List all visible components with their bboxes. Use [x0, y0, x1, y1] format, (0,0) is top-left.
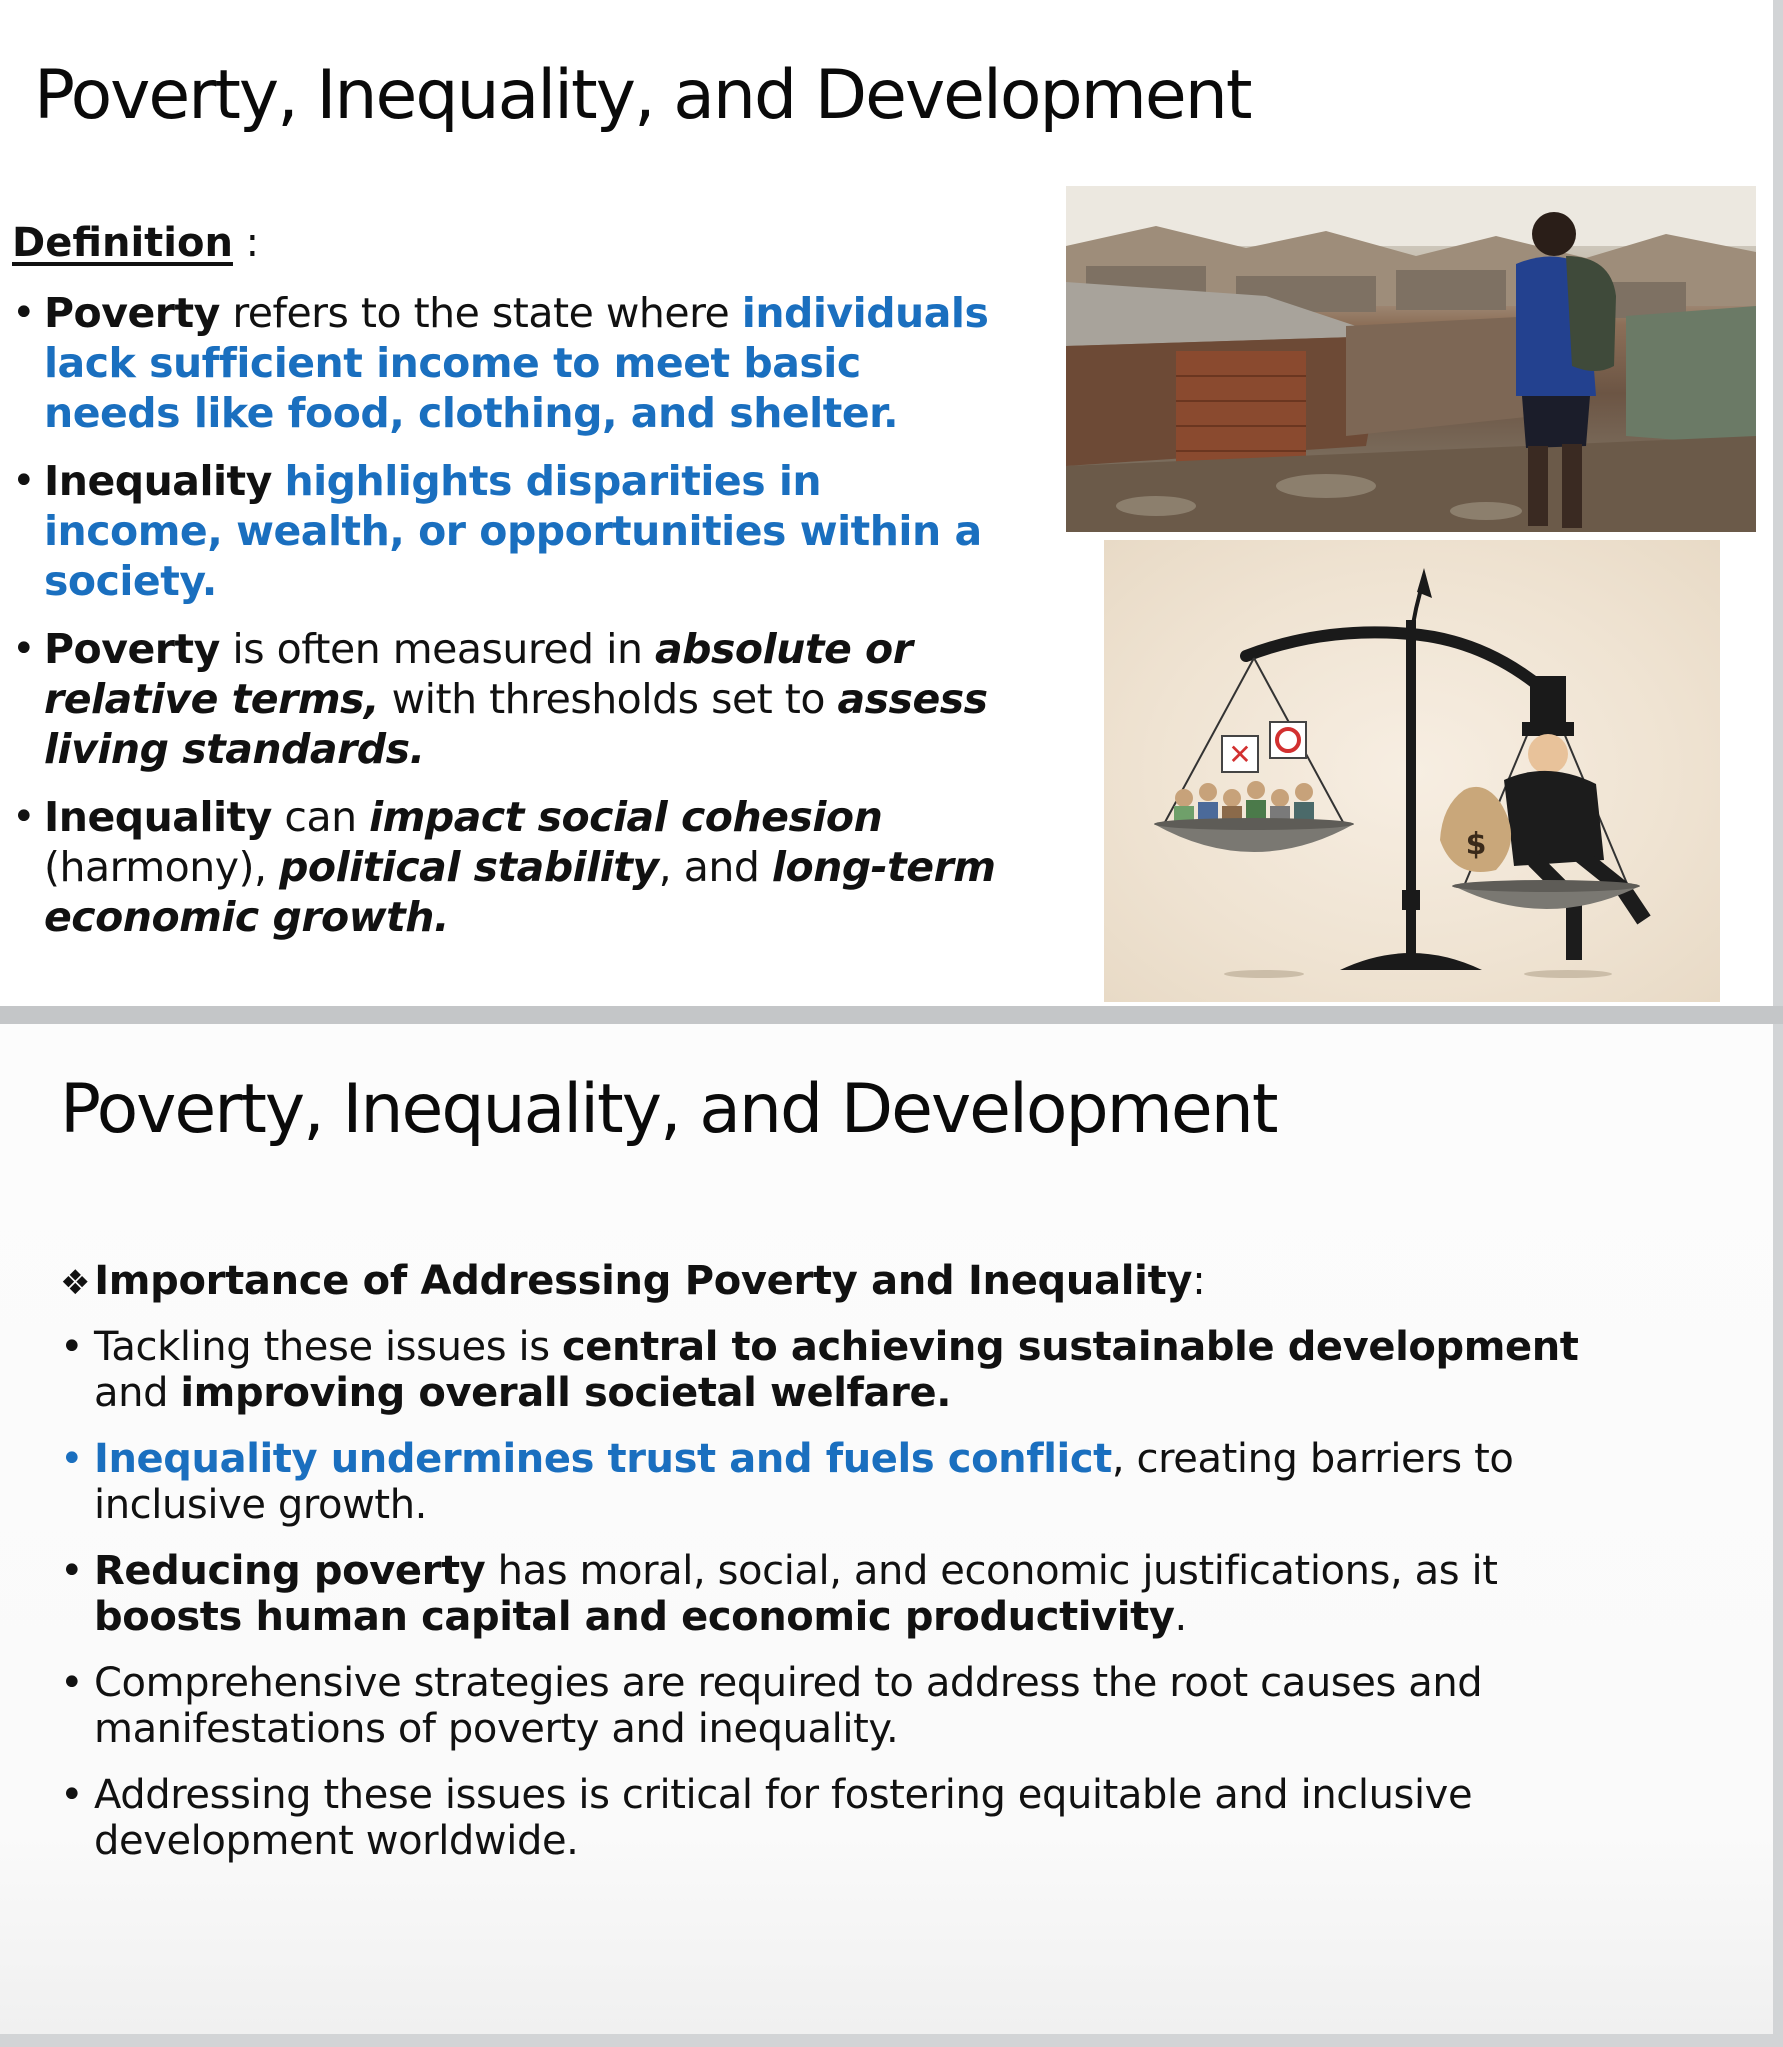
money-symbol: $ [1465, 827, 1487, 862]
definition-bullet-item [10, 624, 1010, 774]
diamond-bullet-icon: ❖ [60, 1263, 91, 1303]
importance-bullet-text: , creating barriers to inclusive growth. [94, 1436, 1514, 1528]
slide-1 [0, 0, 1773, 1006]
importance-bullet-text: . [1174, 1594, 1187, 1640]
importance-bullet-text: improving overall societal welfare. [180, 1370, 952, 1416]
slide-2 [0, 1024, 1773, 2034]
svg-text:✕: ✕ [1228, 738, 1252, 771]
importance-bullet-text: Tackling these issues is [94, 1324, 562, 1370]
importance-bullet-item [58, 1436, 1618, 1528]
slide-1-title: Poverty, Inequality, and Development [34, 56, 1251, 135]
definition-heading [12, 220, 259, 266]
definition-bullet-text: impact social cohesion [369, 793, 883, 841]
definition-bullet-text: , and [658, 843, 772, 891]
scale-icon [1104, 540, 1720, 1002]
definition-bullet-item [10, 792, 1010, 942]
importance-bullet-text: boosts human capital and economic productivity [94, 1594, 1175, 1640]
importance-heading [60, 1258, 1205, 1304]
slide-divider [0, 1006, 1783, 1024]
definition-bullet-text: refers to the state where [219, 289, 742, 337]
definition-bullet-text: Inequality [44, 457, 272, 505]
importance-bullet-text: Addressing these issues is critical for fostering equitable and inclusive development worldwide. [94, 1772, 1473, 1864]
definition-bullet-text: highlights disparities in income, wealth, or opportunities within a society. [44, 457, 982, 605]
definition-bullet-text: Poverty [44, 625, 220, 673]
importance-bullet-text: Comprehensive strategies are required to address the root causes and manifestations of poverty and inequality. [94, 1660, 1483, 1752]
definition-colon: : [232, 220, 260, 266]
importance-bullet-list [58, 1324, 1618, 1884]
definition-bullet-text: (harmony), [44, 843, 280, 891]
importance-bullet-text: has moral, social, and economic justifications, as it [485, 1548, 1498, 1594]
importance-heading-text: Importance of Addressing Poverty and Inequality [94, 1258, 1193, 1304]
definition-bullet-list [10, 288, 1010, 960]
importance-heading-colon: : [1192, 1258, 1206, 1304]
importance-bullet-text: Reducing poverty [94, 1548, 486, 1594]
definition-bullet-text: absolute or relative terms, [44, 625, 913, 723]
importance-bullet-item [58, 1324, 1618, 1416]
definition-bullet-text: with thresholds set to [379, 675, 838, 723]
inequality-scale-illustration [1104, 540, 1720, 1002]
definition-bullet-text [272, 457, 285, 505]
importance-bullet-text: Inequality undermines trust and fuels conflict [94, 1436, 1112, 1482]
importance-bullet-text: and [94, 1370, 181, 1416]
definition-bullet-text: is often measured in [219, 625, 656, 673]
definition-bullet-text: individuals lack sufficient income to meet basic needs like food, clothing, and shelter. [44, 289, 989, 437]
importance-bullet-item [58, 1772, 1618, 1864]
definition-bullet-text: long-term economic growth. [44, 843, 996, 941]
importance-bullet-item [58, 1548, 1618, 1640]
slide-2-title: Poverty, Inequality, and Development [60, 1070, 1277, 1149]
importance-bullet-item [58, 1660, 1618, 1752]
definition-bullet-text: political stability [279, 843, 659, 891]
importance-bullet-text: central to achieving sustainable development [561, 1324, 1579, 1370]
definition-bullet-item [10, 288, 1010, 438]
slum-photo [1066, 186, 1756, 532]
slum-photo-illustration [1066, 186, 1756, 532]
definition-bullet-text: can [271, 793, 370, 841]
definition-bullet-text: Inequality [44, 793, 272, 841]
definition-bullet-text: Poverty [44, 289, 220, 337]
definition-bullet-text: assess living standards. [44, 675, 988, 773]
definition-label: Definition [12, 220, 233, 266]
definition-bullet-item [10, 456, 1010, 606]
